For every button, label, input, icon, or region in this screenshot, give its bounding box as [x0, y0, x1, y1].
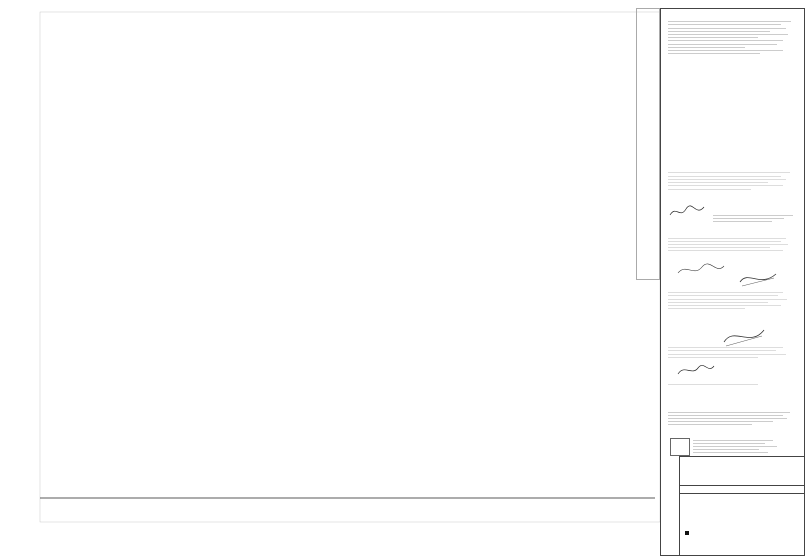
approval-stamp [738, 268, 778, 290]
developer-signature [668, 203, 708, 221]
revision-grid [680, 456, 805, 486]
architect-signature [676, 263, 726, 279]
approval-notes [668, 170, 796, 192]
consultant-details [693, 438, 793, 455]
sheet-title-box [680, 486, 805, 494]
title-block-stamp-strip [636, 8, 660, 280]
checked-marker [685, 531, 689, 535]
vertical-label-strip [660, 456, 680, 556]
fire-officer-signature [676, 362, 716, 378]
owner-block [668, 382, 796, 387]
certificate-block [668, 236, 796, 254]
developer-details [713, 213, 797, 224]
project-details [668, 410, 796, 428]
sbo-block [668, 345, 796, 360]
engineer-block [668, 290, 796, 311]
consultant-logo [670, 438, 690, 456]
general-notes-text [668, 19, 796, 56]
